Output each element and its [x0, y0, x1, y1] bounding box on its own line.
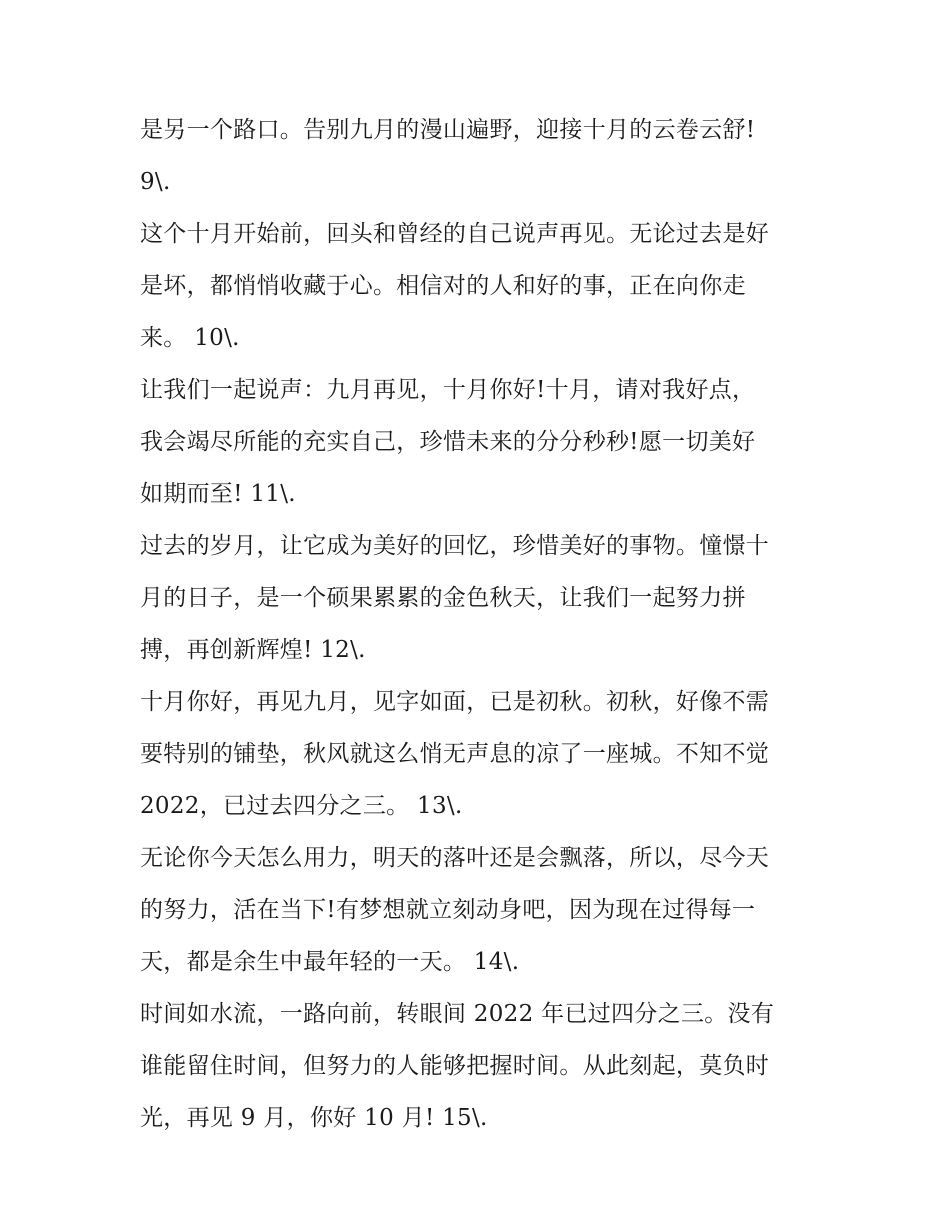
text-line: 的努力，活在当下!有梦想就立刻动身吧，因为现在过得每一 [140, 897, 756, 923]
text-line: 月的日子，是一个硕果累累的金色秋天，让我们一起努力拼 [140, 585, 746, 611]
text-line: 2022，已过去四分之三。 13\. [140, 793, 463, 819]
text-line: 搏，再创新辉煌! 12\. [140, 637, 366, 663]
text-line: 十月你好，再见九月，见字如面，已是初秋。初秋，好像不需 [140, 689, 770, 715]
text-line: 无论你今天怎么用力，明天的落叶还是会飘落，所以，尽今天 [140, 845, 770, 871]
text-line: 光，再见 9 月，你好 10 月! 15\. [140, 1105, 488, 1131]
text-line: 谁能留住时间，但努力的人能够把握时间。从此刻起，莫负时 [140, 1053, 770, 1079]
text-line: 来。 10\. [140, 325, 240, 351]
text-line: 时间如水流，一路向前，转眼间 2022 年已过四分之三。没有 [140, 1001, 775, 1027]
text-line: 9\. [140, 169, 171, 195]
text-line: 让我们一起说声：九月再见，十月你好!十月，请对我好点， [140, 377, 756, 403]
text-line: 天，都是余生中最年轻的一天。 14\. [140, 949, 520, 975]
text-line: 是另一个路口。告别九月的漫山遍野，迎接十月的云卷云舒! [140, 117, 756, 143]
text-line: 要特别的铺垫，秋风就这么悄无声息的凉了一座城。不知不觉 [140, 741, 770, 767]
text-line: 这个十月开始前，回头和曾经的自己说声再见。无论过去是好 [140, 221, 770, 247]
text-line: 是坏，都悄悄收藏于心。相信对的人和好的事，正在向你走 [140, 273, 746, 299]
text-line: 如期而至! 11\. [140, 481, 296, 507]
text-line: 过去的岁月，让它成为美好的回忆，珍惜美好的事物。憧憬十 [140, 533, 770, 559]
text-line: 我会竭尽所能的充实自己，珍惜未来的分分秒秒!愿一切美好 [140, 429, 756, 455]
document-page [140, 104, 820, 1144]
